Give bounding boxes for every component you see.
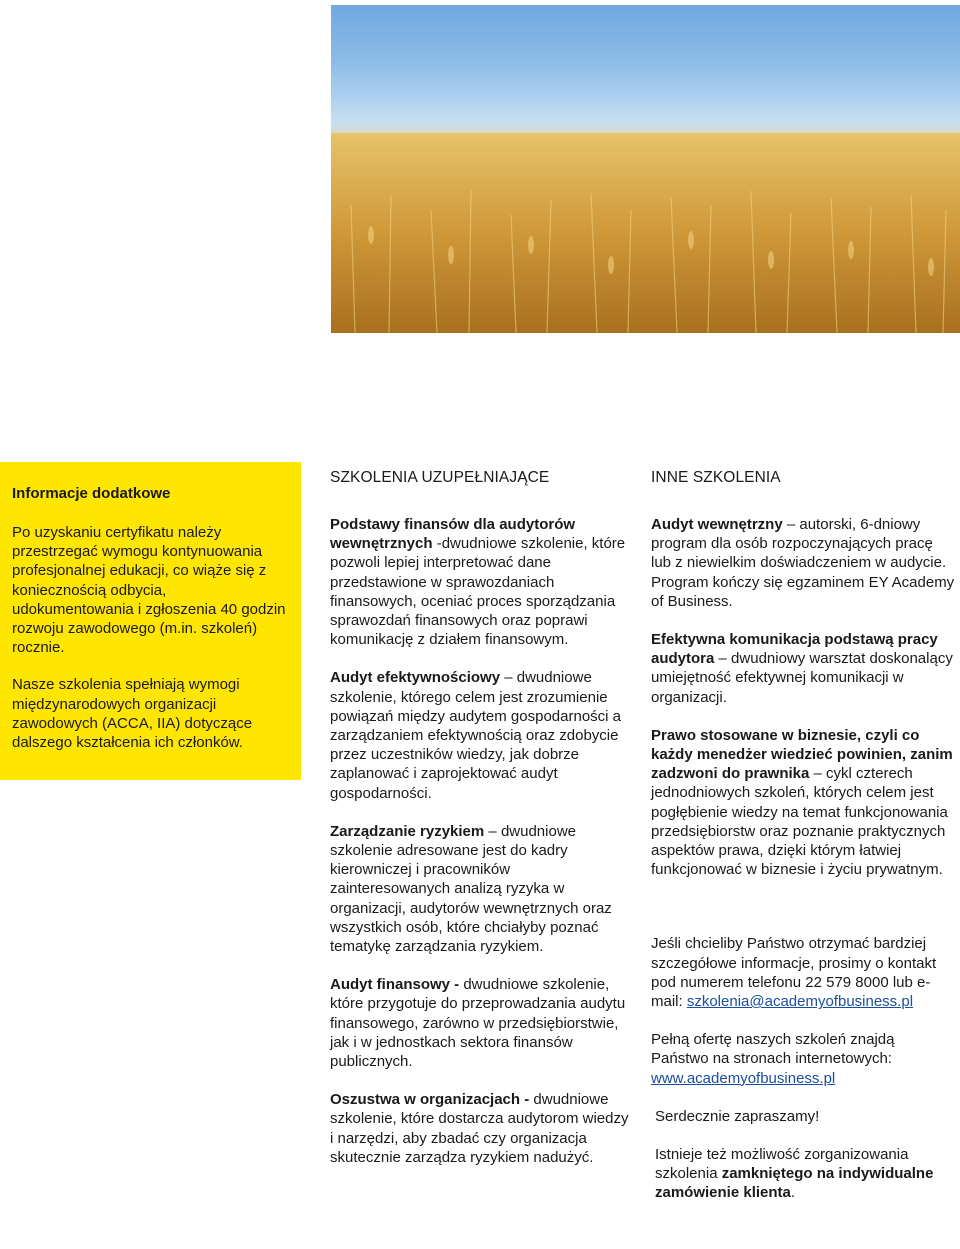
course-title: Prawo stosowane w biznesie, czyli co każdy menedżer wiedzieć powinien, zanim zadzwoni do prawnika bbox=[651, 726, 953, 783]
course-description: cykl czterech jednodniowych szkoleń, których celem jest pogłębienie wiedzy na temat funkcjonowania przedsiębiorstw oraz poznanie praktycznych aspektów prawa, dzięki którym łatwiej funkcjonować w biznesie i życiu prywatnym. bbox=[651, 765, 948, 879]
spacer bbox=[651, 898, 956, 934]
course-title: Podstawy finansów dla audytorów wewnętrznych bbox=[330, 516, 576, 553]
info-box-paragraph-1: Po uzyskaniu certyfikatu należy przestrzegać wymogu kontynuowania profesjonalnej edukacji, co wiąże się z koniecznością odbycia, udokumentowania i zgłoszenia 40 godzin rozwoju zawodowego (m.in. szkoleń) rocznie. bbox=[12, 524, 286, 657]
wheat-field-photo bbox=[331, 5, 960, 333]
course-separator: – bbox=[782, 516, 800, 533]
course-description: dwudniowe szkolenie, którego celem jest zrozumienie powiązań między audytem gospodarności a zarządzaniem efektywnością oraz zdobycie przez uczestników wiedzy, jak dobrze zaplanować i zaprojektować audyt gospodarności. bbox=[330, 669, 621, 802]
course-item bbox=[330, 515, 630, 649]
website-link[interactable]: www.academyofbusiness.pl bbox=[651, 1069, 836, 1087]
greeting: Serdecznie zapraszamy! bbox=[655, 1107, 820, 1125]
closed-training-note bbox=[651, 1145, 956, 1203]
course-separator: – bbox=[500, 669, 517, 687]
course-item bbox=[651, 515, 956, 611]
offer-info bbox=[651, 1030, 956, 1088]
course-title: Audyt finansowy - bbox=[330, 976, 460, 994]
email-link[interactable]: szkolenia@academyofbusiness.pl bbox=[686, 993, 914, 1011]
course-separator: – bbox=[714, 650, 732, 668]
info-box bbox=[0, 462, 301, 780]
closed-text: Istnieje też możliwość zorganizowania szkolenia bbox=[655, 1146, 909, 1183]
course-description: dwudniowe szkolenie, które przygotuje do przeprowadzania audytu finansowego, zarówno w przedsiębiorstwie, jak i w jednostkach sektora finansów publicznych. bbox=[330, 976, 626, 1071]
course-title: Zarządzanie ryzykiem bbox=[330, 822, 485, 840]
course-item bbox=[330, 975, 630, 1071]
other-trainings-column bbox=[651, 468, 956, 1222]
course-title: Audyt wewnętrzny bbox=[651, 516, 783, 533]
supplementary-trainings-column bbox=[330, 468, 630, 1186]
closed-end: . bbox=[790, 1184, 796, 1202]
course-title: Audyt efektywnościowy bbox=[330, 669, 501, 687]
contact-info bbox=[651, 934, 956, 1011]
course-item bbox=[330, 1090, 630, 1167]
course-title: Efektywna komunikacja podstawą pracy audytora bbox=[651, 631, 938, 668]
course-separator: - bbox=[432, 535, 442, 553]
course-description: autorski, 6-dniowy program dla osób rozpoczynających pracę lub z niewielkim doświadczeniem w audycie. Program kończy się egzaminem EY Academy of Business. bbox=[651, 516, 955, 610]
course-description: dwudniowe szkolenie, które pozwoli lepiej interpretować dane przedstawione w sprawozdaniach finansowych, oceniać proces sporządzania sprawozdań finansowych oraz poprawi komunikację z działem finansowym. bbox=[330, 535, 626, 649]
course-description: dwudniowy warsztat doskonalący umiejętność efektywnej komunikacji w organizacji. bbox=[651, 650, 953, 706]
contact-text: Jeśli chcieliby Państwo otrzymać bardziej szczegółowe informacje, prosimy o kontakt pod numerem telefonu 22 579 8000 lub e-mail: bbox=[651, 935, 937, 1011]
course-title: Oszustwa w organizacjach - bbox=[330, 1091, 530, 1109]
wheat-field-illustration bbox=[331, 5, 960, 333]
closed-bold: zamkniętego na indywidualne zamówienie klienta bbox=[655, 1165, 934, 1202]
course-item bbox=[330, 822, 630, 956]
info-box-title: Informacje dodatkowe bbox=[12, 485, 171, 502]
course-item bbox=[651, 630, 956, 707]
info-box-paragraph-2: Nasze szkolenia spełniają wymogi międzynarodowych organizacji zawodowych (ACCA, IIA) dotyczące dalszego kształcenia ich członków. bbox=[12, 676, 253, 752]
course-description: dwudniowe szkolenie, które dostarcza audytorom wiedzy i narzędzi, aby zbadać czy organizacja skutecznie zarządza ryzykiem nadużyć. bbox=[330, 1091, 629, 1166]
course-separator: – bbox=[809, 765, 827, 783]
section-heading: SZKOLENIA UZUPEŁNIAJĄCE bbox=[330, 469, 550, 486]
section-heading: INNE SZKOLENIA bbox=[651, 469, 781, 486]
course-separator: – bbox=[484, 822, 501, 840]
course-description: dwudniowe szkolenie adresowane jest do kadry kierowniczej i pracowników zainteresowanych analizą ryzyka w organizacji, audytorów wewnętrznych oraz wszystkich osób, które chciałyby poznać tematykę zarządzania ryzykiem. bbox=[330, 822, 612, 956]
offer-text: Pełną ofertę naszych szkoleń znajdą Państwo na stronach internetowych: bbox=[651, 1031, 895, 1068]
course-item bbox=[330, 668, 630, 802]
course-item bbox=[651, 726, 956, 880]
